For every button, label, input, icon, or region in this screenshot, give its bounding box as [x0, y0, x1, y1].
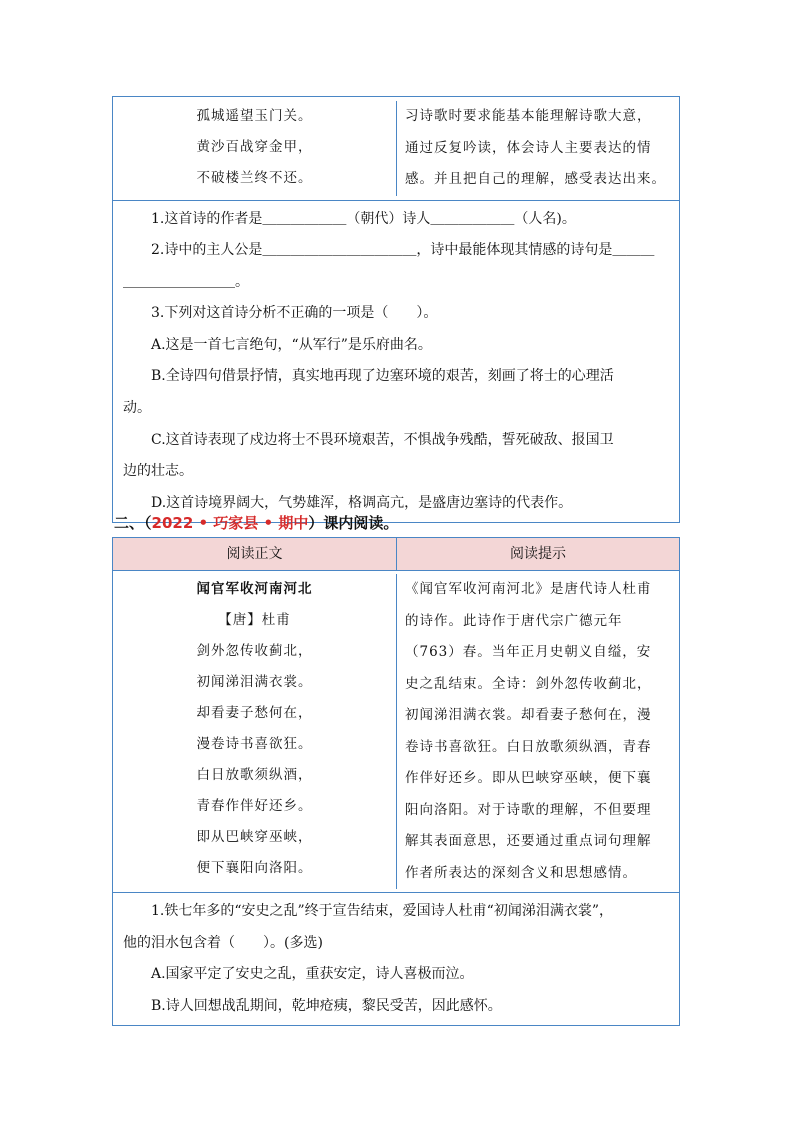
tip-line: 感。并且把自己的理解，感受表达出来。 [405, 171, 666, 187]
poem-line: 初闻涕泪满衣裳。 [196, 674, 313, 690]
tip-line: 阳向洛阳。对于诗歌的理解，不但要理 [405, 801, 652, 818]
reading-tip-cell [397, 101, 679, 196]
questions-row-2 [113, 893, 679, 1025]
poem-line: 孤城遥望玉门关。 [196, 108, 313, 124]
tip-line: 卷诗书喜欲狂。白日放歌须纵酒，青春 [405, 738, 652, 755]
poem-author: 【唐】杜甫 [218, 612, 291, 628]
question-2-cont: ＿＿＿＿＿＿＿＿。 [123, 273, 249, 290]
poem-text-cell-2 [113, 574, 397, 889]
questions-block-2 [113, 896, 679, 1022]
poem-text-cell [113, 101, 397, 196]
poem-line: 剑外忽传收蓟北， [196, 643, 313, 659]
question-1: 1.这首诗的作者是＿＿＿＿＿＿（朝代）诗人＿＿＿＿＿＿（人名)。 [151, 210, 576, 227]
header-tip: 阅读提示 [397, 538, 679, 570]
tip-line: 初闻涕泪满衣裳。却看妻子愁何在，漫 [405, 707, 652, 723]
poem-row [113, 97, 679, 201]
question-2: 2.诗中的主人公是＿＿＿＿＿＿＿＿＿＿＿，诗中最能体现其情感的诗句是＿＿＿ [151, 242, 655, 259]
poem-line: 即从巴峡穿巫峡， [196, 829, 313, 845]
question-3: 3.下列对这首诗分析不正确的一项是（ ）。 [151, 305, 438, 322]
table-header-row [113, 538, 679, 571]
tip-line: 作伴好还乡。即从巴峡穿巫峡，便下襄 [405, 770, 652, 786]
questions-block [113, 204, 679, 520]
option-b: B.诗人回想战乱期间，乾坤疮痍，黎民受苦，因此感怀。 [151, 997, 502, 1014]
section-source: 2022 • 巧家县 • 期中 [151, 514, 309, 532]
option-b: B.全诗四句借景抒情，真实地再现了边塞环境的艰苦，刻画了将士的心理活 [151, 368, 614, 385]
section-2-title [114, 509, 398, 537]
tip-line: 通过反复吟读，体会诗人主要表达的情 [405, 139, 652, 156]
poem-row-2 [113, 571, 679, 893]
questions-row [113, 201, 679, 523]
tip-line: 《闻官军收河南河北》是唐代诗人杜甫 [405, 581, 652, 597]
section-suffix: ）课内阅读。 [308, 514, 399, 532]
option-c-cont: 边的壮志。 [123, 463, 193, 480]
option-a: A.这是一首七言绝句，“从军行”是乐府曲名。 [151, 336, 432, 353]
option-b-cont: 动。 [123, 400, 151, 417]
poem-line: 黄沙百战穿金甲， [196, 139, 313, 155]
tip-line: 史之乱结束。全诗：剑外忽传收蓟北， [405, 675, 652, 692]
poem-line: 白日放歌须纵酒， [196, 767, 313, 783]
poem-line: 不破楼兰终不还。 [196, 170, 313, 186]
section-prefix: 二、（ [114, 514, 152, 532]
poem-line: 漫卷诗书喜欲狂。 [196, 736, 313, 752]
header-text: 阅读正文 [113, 538, 397, 570]
option-c: C.这首诗表现了戍边将士不畏环境艰苦，不惧战争残酷，誓死破敌、报国卫 [151, 431, 614, 448]
poem-title: 闻官军收河南河北 [196, 581, 313, 597]
option-d: D.这首诗境界阔大，气势雄浑，格调高亢，是盛唐边塞诗的代表作。 [151, 494, 573, 511]
reading-table [112, 537, 680, 1026]
tip-line: 解其表面意思，还要通过重点词句理解 [405, 833, 652, 849]
poem-line: 却看妻子愁何在， [196, 705, 313, 721]
option-a: A.国家平定了安史之乱，重获安定，诗人喜极而泣。 [151, 966, 474, 983]
tip-line: 的诗作。此诗作于唐代宗广德元年 [405, 612, 623, 629]
reading-tip-cell-2 [397, 574, 679, 889]
tip-line: 作者所表达的深刻含义和思想感情。 [405, 864, 637, 881]
top-table [112, 96, 680, 523]
question-1-cont: 他的泪水包含着（ ）。(多选) [123, 934, 323, 951]
tip-line: 习诗歌时要求能基本能理解诗歌大意， [405, 108, 652, 124]
tip-line: （763）春。当年正月史朝义自缢，安 [405, 644, 652, 660]
poem-line: 青春作伴好还乡。 [196, 798, 313, 814]
poem-line: 便下襄阳向洛阳。 [196, 860, 313, 876]
question-1: 1.铁七年多的“安史之乱”终于宣告结束，爱国诗人杜甫“初闻涕泪满衣裳”， [151, 903, 613, 919]
